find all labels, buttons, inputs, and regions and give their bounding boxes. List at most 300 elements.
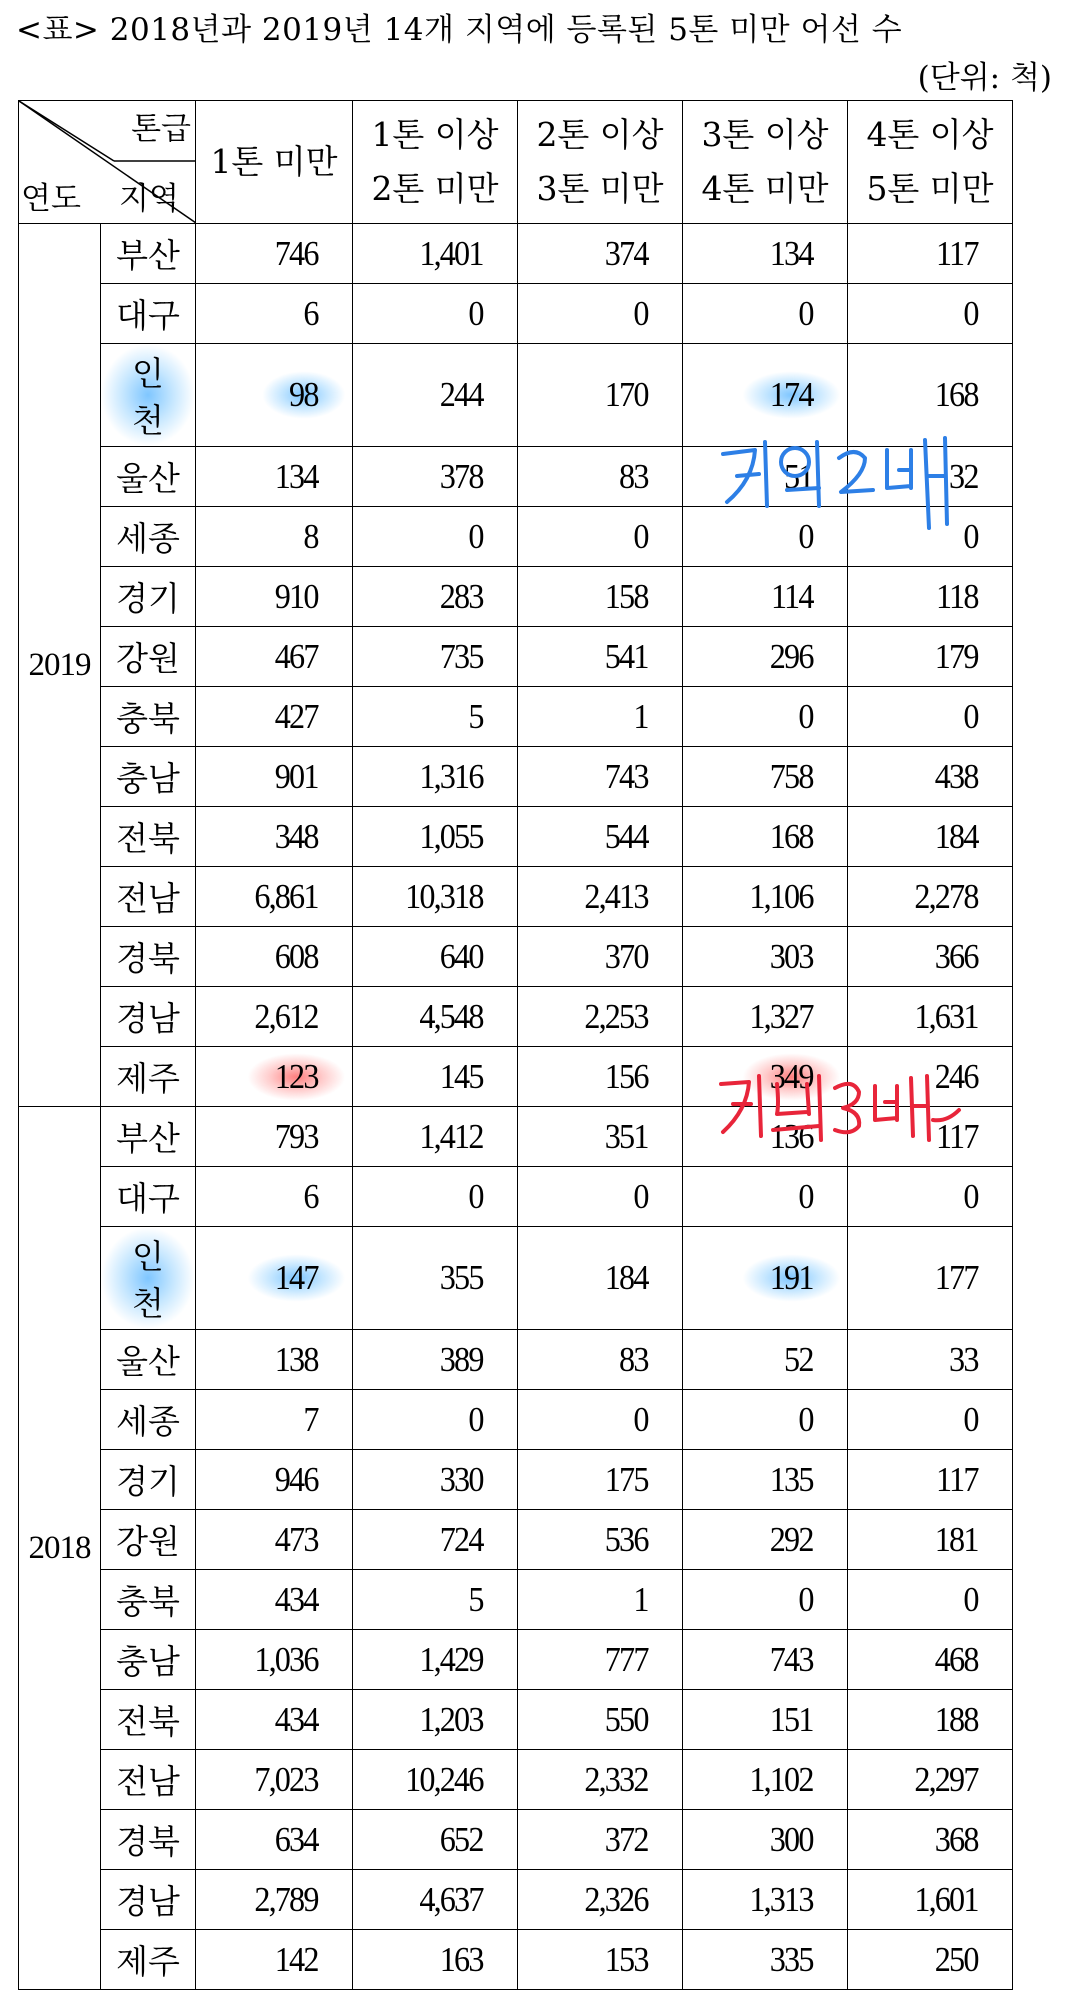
value-cell — [861, 224, 1013, 284]
value-text: 145 — [439, 1056, 483, 1096]
year-cell: 2019 — [19, 224, 101, 1107]
value-text: 0 — [632, 1399, 648, 1439]
table-row — [19, 447, 1013, 507]
corner-label-year: 연도 — [21, 181, 81, 217]
value-text: 156 — [604, 1056, 648, 1096]
value-cell — [531, 344, 683, 447]
table-row — [19, 687, 1013, 747]
value-cell — [531, 1810, 683, 1870]
value-text: 370 — [604, 936, 648, 976]
value-text: 1,401 — [418, 233, 483, 273]
value-cell — [861, 567, 1013, 627]
table-row — [19, 1450, 1013, 1510]
col-header-5-line1: 4톤 이상 — [866, 115, 994, 154]
value-text: 135 — [769, 1459, 813, 1499]
region-cell — [101, 627, 196, 687]
value-text: 0 — [962, 696, 978, 736]
data-table — [18, 100, 1013, 1990]
value-cell — [696, 1450, 848, 1510]
value-cell — [531, 1227, 683, 1330]
value-cell — [208, 1630, 352, 1690]
value-text: 0 — [797, 1399, 813, 1439]
col-header-1-line1: 1톤 미만 — [210, 142, 338, 181]
region-cell — [101, 1107, 196, 1167]
region-cell — [101, 1570, 196, 1630]
value-text: 0 — [797, 1176, 813, 1216]
value-text: 724 — [439, 1519, 483, 1559]
value-text: 114 — [770, 576, 813, 616]
region-label: 전남 — [116, 1762, 180, 1801]
value-cell — [861, 284, 1013, 344]
table-row — [19, 507, 1013, 567]
table-title: <표> 2018년과 2019년 14개 지역에 등록된 5톤 미만 어선 수 — [16, 12, 903, 48]
region-cell — [101, 567, 196, 627]
value-cell — [531, 867, 683, 927]
region-cell — [101, 747, 196, 807]
value-text: 0 — [797, 516, 813, 556]
value-text: 946 — [274, 1459, 318, 1499]
value-cell — [531, 1167, 683, 1227]
value-cell — [208, 1930, 352, 1990]
value-text: 550 — [604, 1699, 648, 1739]
value-text: 434 — [274, 1699, 318, 1739]
value-text: 4,548 — [418, 996, 483, 1036]
value-text: 1,429 — [418, 1639, 483, 1679]
region-label: 울산 — [116, 1342, 180, 1381]
value-cell — [861, 927, 1013, 987]
value-cell — [696, 344, 848, 447]
value-text: 374 — [604, 233, 648, 273]
region-cell — [101, 687, 196, 747]
value-cell — [208, 507, 352, 567]
value-text: 33 — [948, 1339, 978, 1379]
value-cell — [531, 627, 683, 687]
value-text: 292 — [769, 1519, 813, 1559]
region-cell — [101, 507, 196, 567]
value-cell — [696, 1047, 848, 1107]
value-text: 4,637 — [418, 1879, 483, 1919]
value-cell — [366, 1570, 518, 1630]
value-text: 158 — [604, 576, 648, 616]
value-text: 5 — [467, 1579, 483, 1619]
value-cell — [531, 747, 683, 807]
value-cell — [366, 747, 518, 807]
value-cell — [366, 447, 518, 507]
col-header-3 — [518, 101, 683, 224]
region-label: 강원 — [116, 639, 180, 678]
region-cell — [101, 1047, 196, 1107]
value-cell — [366, 1167, 518, 1227]
value-text: 2,612 — [253, 996, 318, 1036]
value-cell — [696, 507, 848, 567]
value-text: 438 — [934, 756, 978, 796]
value-text: 2,413 — [583, 876, 648, 916]
value-cell — [531, 567, 683, 627]
value-text: 1,203 — [418, 1699, 483, 1739]
region-label: 강원 — [116, 1522, 180, 1561]
region-cell — [101, 1330, 196, 1390]
header-row — [19, 101, 1013, 224]
col-header-3-line2: 3톤 미만 — [536, 169, 664, 208]
value-text: 163 — [439, 1939, 483, 1979]
corner-header — [19, 101, 196, 224]
region-label: 충북 — [116, 1582, 180, 1621]
value-text: 174 — [742, 371, 840, 419]
value-text: 168 — [769, 816, 813, 856]
value-cell — [531, 1510, 683, 1570]
value-cell — [366, 567, 518, 627]
region-label: 경기 — [116, 579, 180, 618]
table-row — [19, 1810, 1013, 1870]
value-cell — [366, 987, 518, 1047]
value-text: 735 — [439, 636, 483, 676]
value-text: 0 — [962, 1176, 978, 1216]
value-cell — [208, 224, 352, 284]
region-label: 세종 — [116, 519, 180, 558]
value-cell — [696, 1870, 848, 1930]
col-header-2-line2: 2톤 미만 — [371, 169, 499, 208]
value-cell — [861, 507, 1013, 567]
region-label: 전북 — [116, 819, 180, 858]
value-cell — [531, 1330, 683, 1390]
value-cell — [208, 627, 352, 687]
value-text: 0 — [962, 293, 978, 333]
value-cell — [531, 507, 683, 567]
table-row — [19, 284, 1013, 344]
value-text: 52 — [783, 1339, 813, 1379]
value-cell — [696, 1930, 848, 1990]
value-cell — [366, 1750, 518, 1810]
region-label: 경기 — [116, 1462, 180, 1501]
value-text: 0 — [797, 293, 813, 333]
value-text: 83 — [618, 1339, 648, 1379]
value-cell — [208, 1227, 352, 1330]
value-text: 5 — [467, 696, 483, 736]
value-cell — [366, 224, 518, 284]
value-text: 372 — [604, 1819, 648, 1859]
unit-label: (단위: 척) — [917, 60, 1052, 96]
value-text: 793 — [274, 1116, 318, 1156]
value-cell — [861, 747, 1013, 807]
value-cell — [531, 1450, 683, 1510]
region-cell — [101, 284, 196, 344]
value-cell — [208, 1570, 352, 1630]
value-cell — [366, 627, 518, 687]
value-text: 2,297 — [913, 1759, 978, 1799]
value-text: 0 — [632, 516, 648, 556]
value-cell — [208, 1390, 352, 1450]
value-text: 1,055 — [418, 816, 483, 856]
value-text: 0 — [467, 1399, 483, 1439]
value-cell — [531, 807, 683, 867]
value-cell — [208, 1870, 352, 1930]
value-text: 184 — [934, 816, 978, 856]
table-row — [19, 344, 1013, 447]
value-cell — [208, 1450, 352, 1510]
value-text: 0 — [797, 696, 813, 736]
value-text: 1 — [632, 696, 648, 736]
value-text: 743 — [769, 1639, 813, 1679]
value-text: 177 — [934, 1258, 978, 1297]
region-cell — [101, 344, 196, 447]
value-text: 98 — [261, 371, 345, 419]
value-text: 142 — [274, 1939, 318, 1979]
region-label: 인천 — [101, 1227, 195, 1329]
region-cell — [101, 1930, 196, 1990]
value-cell — [208, 807, 352, 867]
value-text: 758 — [769, 756, 813, 796]
value-text: 170 — [604, 375, 648, 414]
value-text: 117 — [935, 233, 978, 273]
table-row — [19, 224, 1013, 284]
value-text: 147 — [247, 1254, 345, 1302]
value-cell — [366, 1510, 518, 1570]
value-cell — [696, 447, 848, 507]
value-text: 608 — [274, 936, 318, 976]
region-label: 세종 — [116, 1402, 180, 1441]
region-label: 경남 — [116, 999, 180, 1038]
value-cell — [531, 1690, 683, 1750]
value-text: 1,102 — [748, 1759, 813, 1799]
value-cell — [531, 1630, 683, 1690]
value-text: 0 — [467, 516, 483, 556]
value-text: 330 — [439, 1459, 483, 1499]
value-text: 136 — [769, 1116, 813, 1156]
region-label: 경남 — [116, 1882, 180, 1921]
table-row — [19, 627, 1013, 687]
value-text: 2,326 — [583, 1879, 648, 1919]
col-header-2 — [353, 101, 518, 224]
value-cell — [366, 1810, 518, 1870]
year-cell: 2018 — [19, 1107, 101, 1990]
value-cell — [861, 867, 1013, 927]
value-text: 468 — [934, 1639, 978, 1679]
value-cell — [366, 1450, 518, 1510]
value-text: 1,036 — [253, 1639, 318, 1679]
corner-label-region: 지역 — [119, 181, 179, 217]
value-cell — [861, 1107, 1013, 1167]
value-cell — [861, 1047, 1013, 1107]
value-cell — [696, 1227, 848, 1330]
value-cell — [208, 867, 352, 927]
value-cell — [531, 1107, 683, 1167]
region-label: 울산 — [116, 459, 180, 498]
value-text: 378 — [439, 456, 483, 496]
value-text: 1,327 — [748, 996, 813, 1036]
value-cell — [696, 927, 848, 987]
value-cell — [531, 987, 683, 1047]
value-text: 0 — [467, 293, 483, 333]
table-row — [19, 1930, 1013, 1990]
value-cell — [366, 807, 518, 867]
value-cell — [696, 1107, 848, 1167]
value-text: 0 — [962, 1579, 978, 1619]
value-cell — [531, 1870, 683, 1930]
value-cell — [208, 1810, 352, 1870]
value-text: 652 — [439, 1819, 483, 1859]
value-cell — [861, 687, 1013, 747]
value-cell — [208, 1107, 352, 1167]
value-text: 2,789 — [253, 1879, 318, 1919]
value-cell — [861, 1227, 1013, 1330]
value-text: 123 — [247, 1053, 345, 1101]
value-cell — [696, 284, 848, 344]
region-cell — [101, 1450, 196, 1510]
value-cell — [861, 627, 1013, 687]
value-cell — [861, 1510, 1013, 1570]
value-cell — [861, 1690, 1013, 1750]
value-text: 175 — [604, 1459, 648, 1499]
region-label: 충남 — [116, 759, 180, 798]
value-cell — [208, 1510, 352, 1570]
value-text: 2,278 — [913, 876, 978, 916]
value-text: 181 — [934, 1519, 978, 1559]
value-text: 427 — [274, 696, 318, 736]
value-cell — [366, 344, 518, 447]
value-cell — [696, 627, 848, 687]
region-cell — [101, 224, 196, 284]
value-text: 634 — [274, 1819, 318, 1859]
value-cell — [531, 284, 683, 344]
value-cell — [861, 1167, 1013, 1227]
value-cell — [366, 507, 518, 567]
region-label: 부산 — [116, 236, 180, 275]
col-header-4-line2: 4톤 미만 — [701, 169, 829, 208]
value-cell — [696, 1510, 848, 1570]
value-text: 910 — [274, 576, 318, 616]
value-text: 368 — [934, 1819, 978, 1859]
value-text: 1,412 — [418, 1116, 483, 1156]
value-text: 151 — [769, 1699, 813, 1739]
value-cell — [696, 224, 848, 284]
value-text: 6 — [302, 1176, 318, 1216]
value-text: 10,246 — [404, 1759, 483, 1799]
value-text: 389 — [439, 1339, 483, 1379]
value-text: 351 — [604, 1116, 648, 1156]
value-cell — [208, 687, 352, 747]
value-text: 51 — [783, 456, 813, 496]
table-row — [19, 1510, 1013, 1570]
value-text: 746 — [274, 233, 318, 273]
value-cell — [208, 447, 352, 507]
value-cell — [861, 987, 1013, 1047]
table-row — [19, 567, 1013, 627]
value-cell — [366, 687, 518, 747]
region-label: 경북 — [116, 1822, 180, 1861]
value-text: 536 — [604, 1519, 648, 1559]
region-label: 충북 — [116, 699, 180, 738]
value-text: 348 — [274, 816, 318, 856]
value-cell — [696, 1810, 848, 1870]
value-cell — [696, 1330, 848, 1390]
value-text: 246 — [934, 1056, 978, 1096]
value-text: 0 — [962, 1399, 978, 1439]
region-label: 제주 — [116, 1059, 180, 1098]
value-text: 473 — [274, 1519, 318, 1559]
region-label: 전북 — [116, 1702, 180, 1741]
value-text: 32 — [948, 456, 978, 496]
table-row — [19, 1330, 1013, 1390]
region-cell — [101, 807, 196, 867]
region-cell — [101, 1630, 196, 1690]
value-cell — [696, 807, 848, 867]
value-text: 743 — [604, 756, 648, 796]
value-text: 117 — [935, 1459, 978, 1499]
value-cell — [861, 1570, 1013, 1630]
value-text: 138 — [274, 1339, 318, 1379]
table-row — [19, 867, 1013, 927]
value-cell — [531, 1930, 683, 1990]
value-cell — [531, 447, 683, 507]
value-cell — [696, 1630, 848, 1690]
value-cell — [208, 1690, 352, 1750]
value-cell — [531, 687, 683, 747]
value-text: 250 — [934, 1939, 978, 1979]
value-cell — [366, 1227, 518, 1330]
value-cell — [366, 867, 518, 927]
table-row — [19, 1630, 1013, 1690]
region-label: 충남 — [116, 1642, 180, 1681]
table-row — [19, 807, 1013, 867]
value-cell — [861, 1930, 1013, 1990]
value-text: 244 — [439, 375, 483, 414]
value-text: 134 — [274, 456, 318, 496]
value-cell — [208, 987, 352, 1047]
value-cell — [696, 1390, 848, 1450]
value-text: 117 — [935, 1116, 978, 1156]
value-cell — [861, 1630, 1013, 1690]
value-cell — [696, 987, 848, 1047]
value-cell — [861, 1450, 1013, 1510]
value-text: 0 — [962, 516, 978, 556]
region-cell — [101, 1690, 196, 1750]
value-text: 0 — [632, 1176, 648, 1216]
value-cell — [531, 224, 683, 284]
value-text: 6,861 — [253, 876, 318, 916]
value-text: 0 — [467, 1176, 483, 1216]
value-cell — [208, 1047, 352, 1107]
value-text: 8 — [302, 516, 318, 556]
region-label: 경북 — [116, 939, 180, 978]
value-text: 2,332 — [583, 1759, 648, 1799]
region-cell — [101, 1750, 196, 1810]
value-cell — [366, 927, 518, 987]
value-cell — [696, 1690, 848, 1750]
region-cell — [101, 1167, 196, 1227]
table-row — [19, 1107, 1013, 1167]
value-cell — [696, 567, 848, 627]
value-cell — [861, 1750, 1013, 1810]
region-label: 대구 — [116, 1179, 180, 1218]
value-text: 777 — [604, 1639, 648, 1679]
value-text: 901 — [274, 756, 318, 796]
region-label: 제주 — [116, 1942, 180, 1981]
value-text: 191 — [742, 1254, 840, 1302]
region-cell — [101, 927, 196, 987]
value-cell — [366, 1630, 518, 1690]
region-cell — [101, 867, 196, 927]
value-cell — [208, 927, 352, 987]
value-text: 296 — [769, 636, 813, 676]
value-cell — [366, 1107, 518, 1167]
table-row — [19, 927, 1013, 987]
region-cell — [101, 987, 196, 1047]
value-text: 0 — [797, 1579, 813, 1619]
value-cell — [696, 867, 848, 927]
value-text: 283 — [439, 576, 483, 616]
value-cell — [861, 807, 1013, 867]
value-cell — [531, 927, 683, 987]
